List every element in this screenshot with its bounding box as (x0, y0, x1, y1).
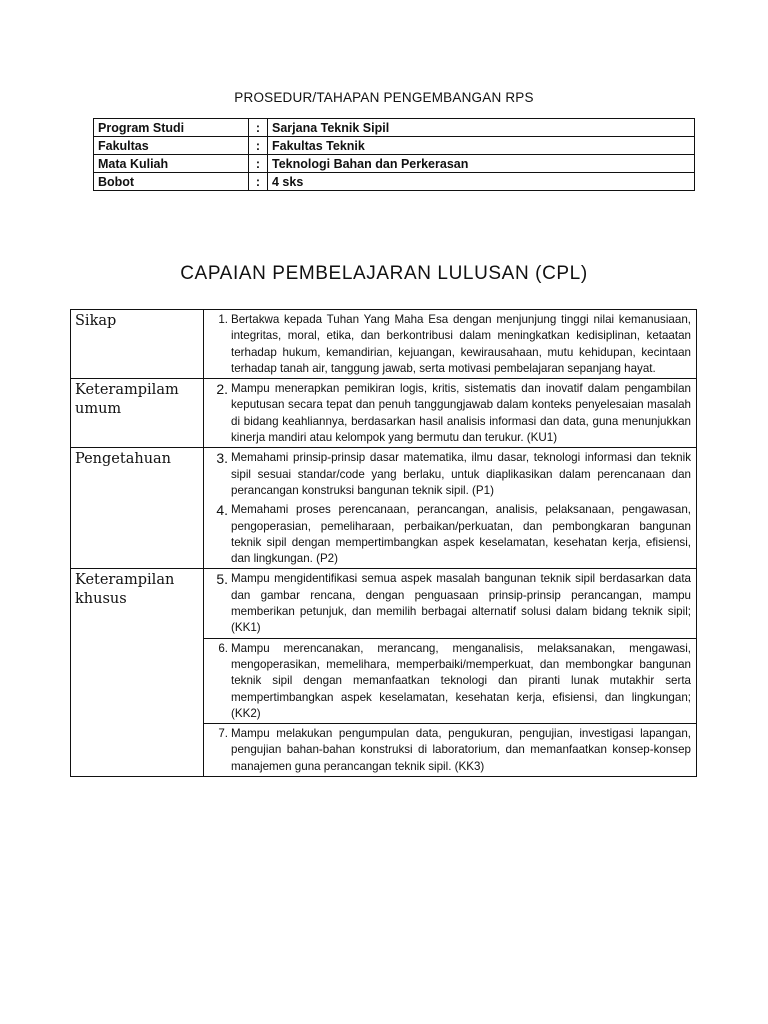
course-info-table (93, 118, 695, 191)
cpl-item (204, 569, 696, 637)
info-label: Mata Kuliah (94, 155, 249, 173)
cpl-row-sikap (71, 310, 697, 379)
cpl-item (204, 638, 696, 723)
info-row-bobot (94, 173, 695, 191)
cpl-item-number: 7. (218, 727, 228, 741)
cpl-category: Pengetahuan (71, 448, 204, 569)
cpl-item-number: 6. (218, 641, 228, 655)
cpl-heading: CAPAIAN PEMBELAJARAN LULUSAN (CPL) (180, 263, 588, 284)
cpl-category: Sikap (71, 310, 204, 379)
info-row-fakultas (94, 137, 695, 155)
cpl-item-number: 3. (216, 450, 228, 467)
cpl-item-text: Mampu merencanakan, merancang, menganalisis, melaksanakan, mengawasi, mengoperasikan, memelihara, memperbaiki/memperkuat, dan membongkar bangunan teknik sipil dengan memanfaatkan teknologi dan piranti lunak mutakhir serta mempertimbangkan aspek keselamatan, kesehatan kerja, efisiensi, dan lingkungan; (KK2) (231, 641, 691, 720)
cpl-items (204, 569, 697, 777)
cpl-category: Keterampilan khusus (71, 569, 204, 777)
info-value: 4 sks (268, 173, 695, 191)
cpl-item-text: Mampu menerapkan pemikiran logis, kritis, sistematis dan inovatif dalam pengambilan keputusan secara tepat dan penuh tanggungjawab dalam konteks penyelesaian masalah di bidang keahliannya, berdasarkan hasil analisis informasi dan data, guna menunjukkan kinerja mandiri atau kelompok yang bermutu dan terukur. (KU1) (231, 382, 691, 445)
cpl-item-text: Mampu mengidentifikasi semua aspek masalah bangunan teknik sipil berdasarkan data dan gambar rencana, dengan penguasaan prinsip-prinsip perancangan, mampu memberikan petunjuk, dan memilih berbagai alternatif solusi dalam bidang teknik sipil; (KK1) (231, 572, 691, 635)
cpl-item (204, 310, 696, 378)
info-label: Bobot (94, 173, 249, 191)
cpl-item-number: 1. (218, 313, 228, 326)
cpl-items (204, 379, 697, 448)
info-value: Sarjana Teknik Sipil (268, 119, 695, 137)
cpl-row-pengetahuan (71, 448, 697, 569)
info-separator: : (249, 137, 268, 155)
cpl-row-keterampilan-umum (71, 379, 697, 448)
cpl-item (204, 723, 696, 776)
cpl-item-text: Memahami prinsip-prinsip dasar matematika, ilmu dasar, teknologi informasi dan teknik sipil sesuai standar/code yang berlaku, untuk diaplikasikan dalam perencanaan dan perancangan konstruksi bangunan teknik sipil. (P1) (231, 451, 691, 497)
info-row-program-studi (94, 119, 695, 137)
info-value: Teknologi Bahan dan Perkerasan (268, 155, 695, 173)
cpl-item-number: 5. (216, 571, 228, 588)
info-value: Fakultas Teknik (268, 137, 695, 155)
info-row-mata-kuliah (94, 155, 695, 173)
cpl-items (204, 310, 697, 379)
info-separator: : (249, 119, 268, 137)
cpl-item-text: Memahami proses perencanaan, perancangan, analisis, pelaksanaan, pengawasan, pengoperasian, pemeliharaan, perbaikan/perkuatan, dan pembongkaran bangunan teknik sipil dengan mempertimbangkan aspek keselamatan, kesehatan kerja, efisiensi, dan lingkungan. (P2) (231, 503, 691, 566)
cpl-item (204, 379, 696, 447)
document-title: PROSEDUR/TAHAPAN PENGEMBANGAN RPS (234, 90, 534, 105)
info-label: Fakultas (94, 137, 249, 155)
cpl-item (204, 448, 696, 500)
cpl-item-text: Mampu melakukan pengumpulan data, pengukuran, pengujian, investigasi lapangan, pengujian bahan-bahan konstruksi di laboratorium, dan memanfaatkan konsep-konsep manajemen guna perancangan teknik sipil. (KK3) (231, 727, 691, 773)
cpl-item (204, 500, 696, 568)
info-separator: : (249, 173, 268, 191)
cpl-row-keterampilan-khusus (71, 569, 697, 777)
info-label: Program Studi (94, 119, 249, 137)
cpl-table (70, 309, 697, 777)
cpl-item-text: Bertakwa kepada Tuhan Yang Maha Esa dengan menjunjung tinggi nilai kemanusiaan, integritas, moral, etika, dan berkontribusi dalam meningkatkan kedisiplinan, ketaatan terhadap hukum, kemandirian, kejuangan, kewirausahaan, mutu kehidupan, kecintaan terhadap tanah air, tanggung jawab, serta motivasi pembelajaran sepanjang hayat. (231, 313, 691, 375)
cpl-items (204, 448, 697, 569)
cpl-item-number: 4. (216, 502, 228, 519)
cpl-item-number: 2. (216, 381, 228, 398)
cpl-category: Keterampilam umum (71, 379, 204, 448)
info-separator: : (249, 155, 268, 173)
